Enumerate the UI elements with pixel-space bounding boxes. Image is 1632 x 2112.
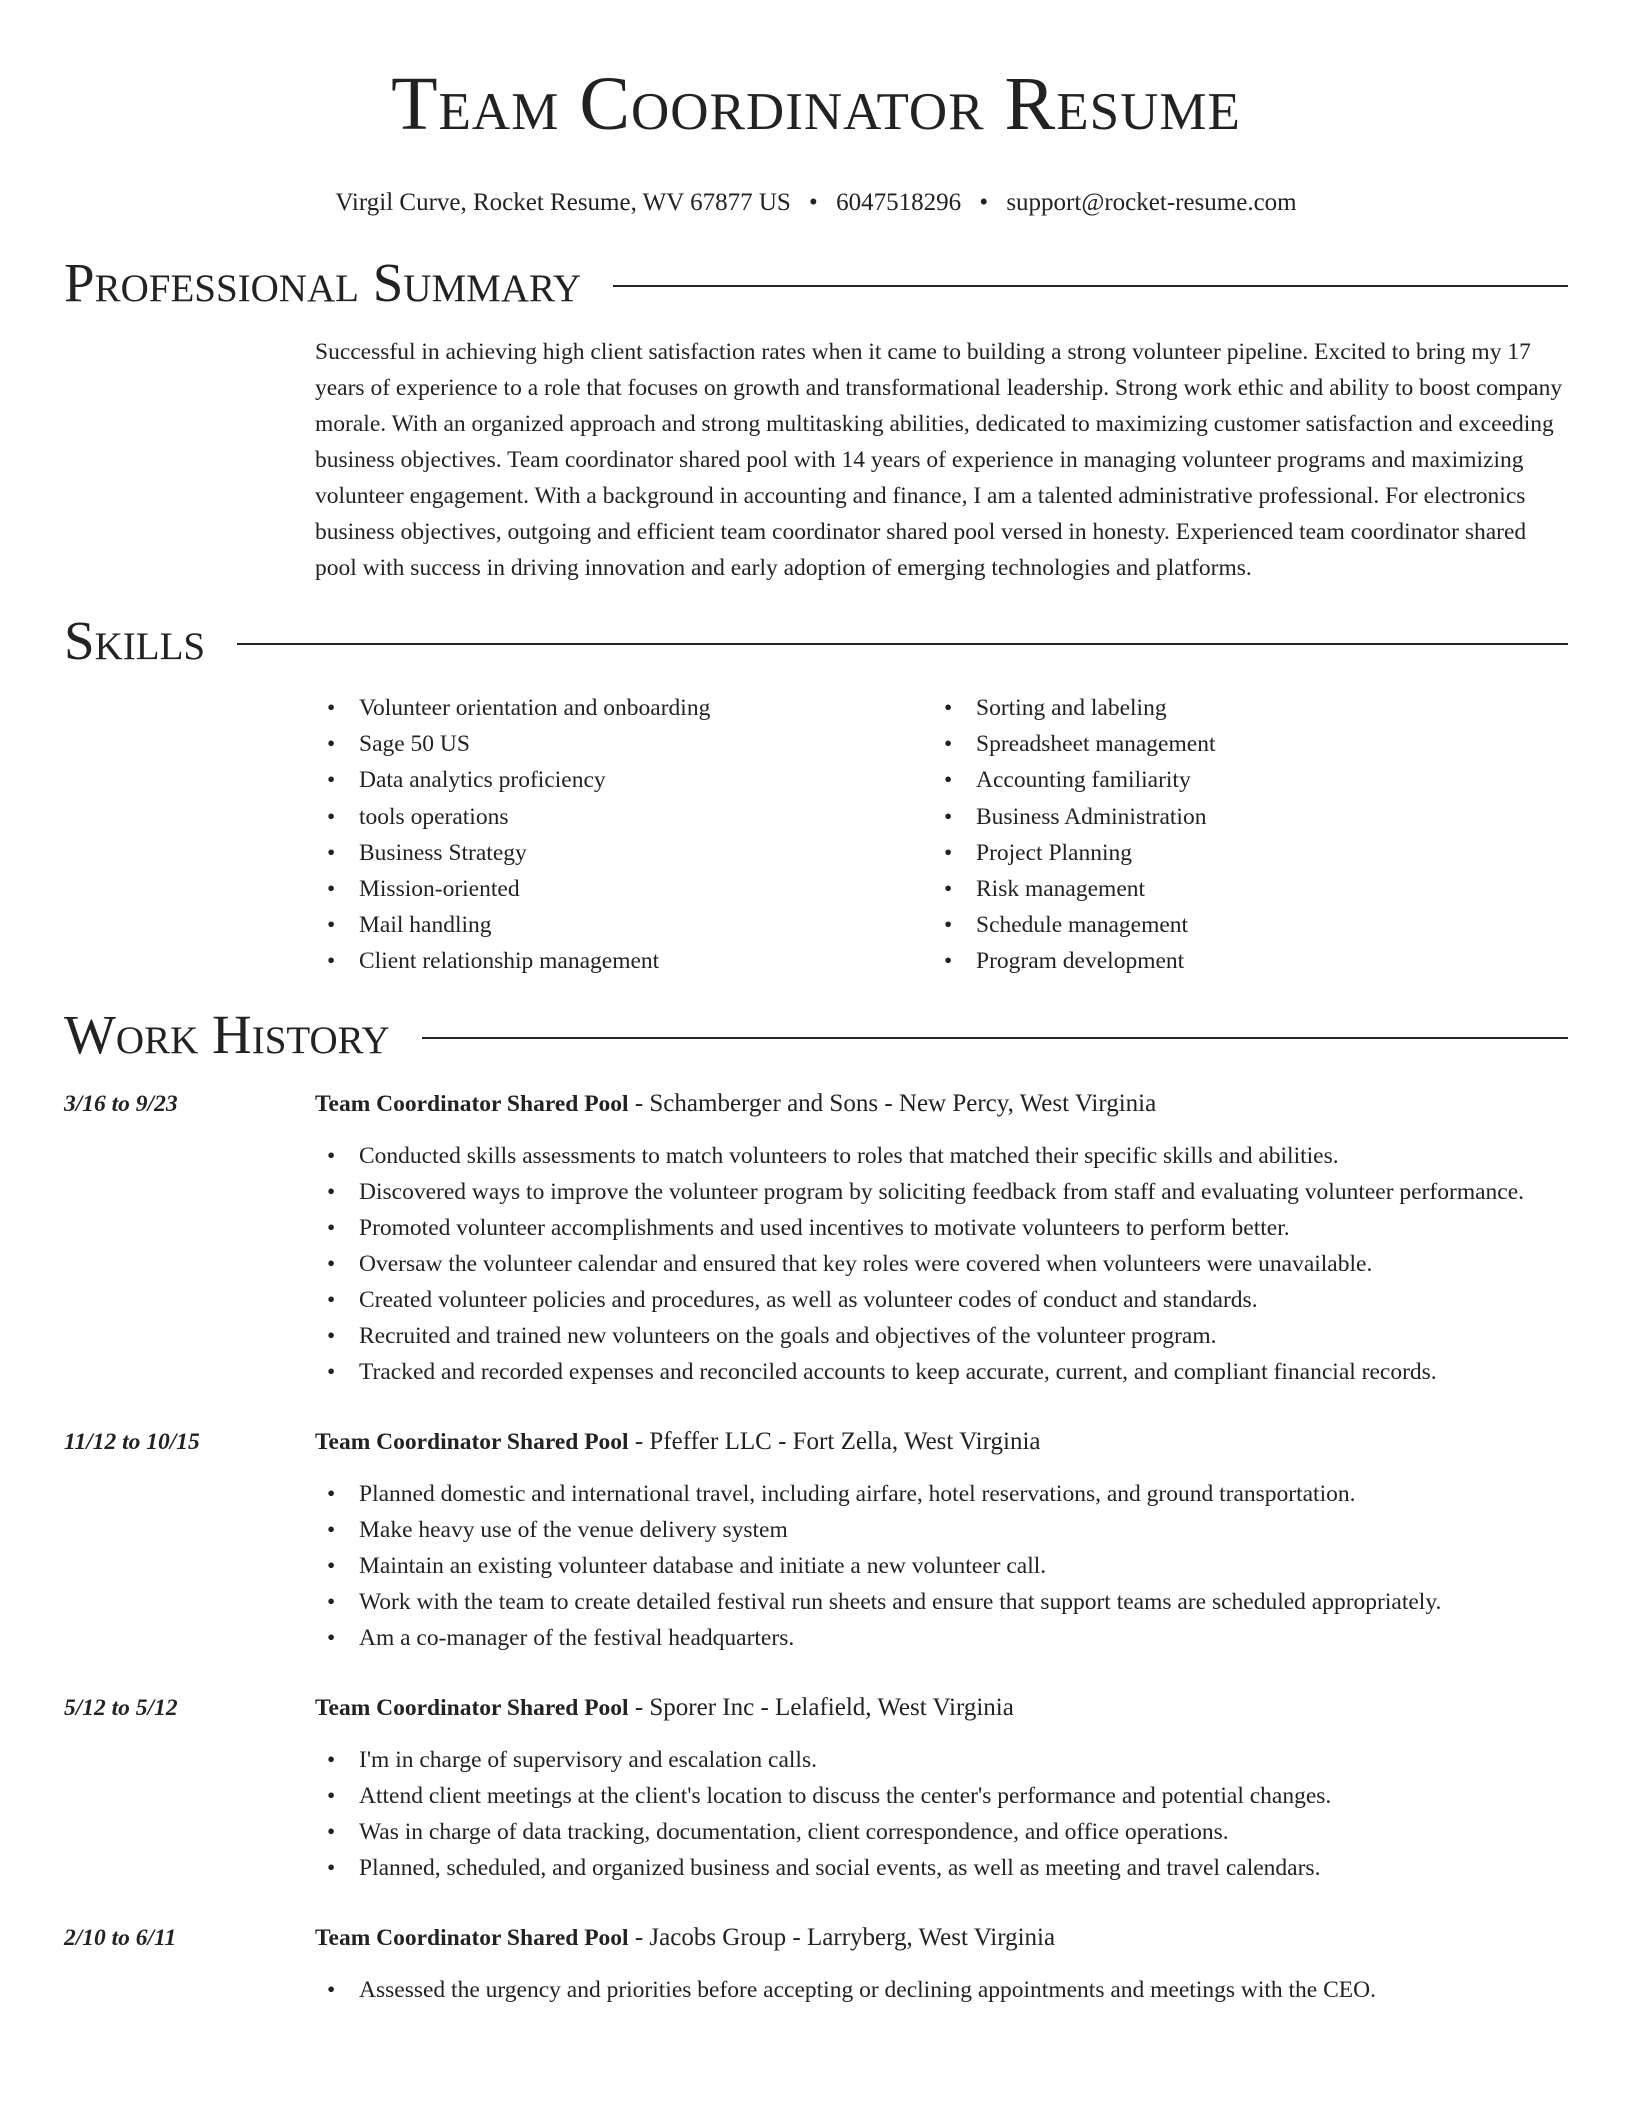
job-bullet: • Recruited and trained new volunteers on the goals and objectives of the volunteer program. <box>315 1318 1568 1354</box>
skill-item: • Business Strategy <box>315 835 932 871</box>
job-dates: 11/12 to 10/15 <box>64 1428 200 1455</box>
job-entry <box>64 1920 1568 2008</box>
job-entry <box>64 1424 1568 1656</box>
job-bullet: • Planned, scheduled, and organized business and social events, as well as meeting and travel calendars. <box>315 1850 1568 1886</box>
job-title: Team Coordinator Shared Pool <box>315 1428 629 1455</box>
job-title: Team Coordinator Shared Pool <box>315 1924 629 1951</box>
job-bullet: • Maintain an existing volunteer database and initiate a new volunteer call. <box>315 1548 1568 1584</box>
job-bullet: • Make heavy use of the venue delivery system <box>315 1512 1568 1548</box>
skills-column-left <box>315 690 932 980</box>
job-heading <box>315 1920 1568 1956</box>
job-bullet: • Discovered ways to improve the volunteer program by soliciting feedback from staff and evaluating volunteer performance. <box>315 1174 1568 1210</box>
skill-item: • Mission-oriented <box>315 871 932 907</box>
section-divider <box>237 643 1568 645</box>
skill-item: • tools operations <box>315 799 932 835</box>
job-heading <box>315 1690 1568 1726</box>
contact-phone: 6047518296 <box>836 189 962 216</box>
skill-item: • Risk management <box>932 871 1549 907</box>
job-title: Team Coordinator Shared Pool <box>315 1090 629 1117</box>
job-bullets <box>315 1972 1568 2008</box>
skill-item: • Schedule management <box>932 907 1549 943</box>
skill-item: • Accounting familiarity <box>932 762 1549 798</box>
section-header-skills <box>64 608 1568 674</box>
skill-item: • Client relationship management <box>315 943 932 979</box>
skill-item: • Data analytics proficiency <box>315 762 932 798</box>
section-title-skills: Skills <box>64 610 206 671</box>
skill-item: • Project Planning <box>932 835 1549 871</box>
work-history-list <box>64 1086 1568 2008</box>
job-detail <box>315 1920 1568 2008</box>
skill-item: • Spreadsheet management <box>932 726 1549 762</box>
contact-separator: • <box>979 189 989 216</box>
job-bullets <box>315 1476 1568 1656</box>
job-detail <box>315 1424 1568 1656</box>
job-bullets <box>315 1138 1568 1390</box>
section-header-work-history <box>64 1002 1568 1068</box>
section-header-summary <box>64 250 1568 316</box>
section-title-work-history: Work History <box>64 1003 390 1065</box>
skill-item: • Business Administration <box>932 799 1549 835</box>
job-detail <box>315 1690 1568 1886</box>
job-company-location: - Pfeffer LLC - Fort Zella, West Virginia <box>628 1427 1041 1455</box>
skills-list <box>315 690 1568 980</box>
skills-column-right <box>932 690 1549 980</box>
section-divider <box>422 1037 1568 1039</box>
job-bullet: • Tracked and recorded expenses and reconciled accounts to keep accurate, current, and compliant financial records. <box>315 1354 1568 1390</box>
job-bullet: • Work with the team to create detailed festival run sheets and ensure that support teams are scheduled appropriately. <box>315 1584 1568 1620</box>
contact-separator: • <box>809 189 818 216</box>
job-bullet: • Am a co-manager of the festival headquarters. <box>315 1620 1568 1656</box>
job-bullet: • Created volunteer policies and procedures, as well as volunteer codes of conduct and standards. <box>315 1282 1568 1318</box>
section-divider <box>613 285 1568 287</box>
skill-item: • Mail handling <box>315 907 932 943</box>
skill-item: • Volunteer orientation and onboarding <box>315 690 932 726</box>
job-bullet: • Promoted volunteer accomplishments and used incentives to motivate volunteers to perform better. <box>315 1210 1568 1246</box>
contact-line <box>64 186 1568 220</box>
job-heading <box>315 1424 1568 1460</box>
job-bullet: • Planned domestic and international travel, including airfare, hotel reservations, and ground transportation. <box>315 1476 1568 1512</box>
job-bullet: • Attend client meetings at the client's location to discuss the center's performance and potential changes. <box>315 1778 1568 1814</box>
job-detail <box>315 1086 1568 1390</box>
job-bullets <box>315 1742 1568 1886</box>
job-dates: 5/12 to 5/12 <box>64 1694 178 1721</box>
skill-item: • Program development <box>932 943 1549 979</box>
professional-summary-text: Successful in achieving high client satisfaction rates when it came to building a strong volunteer pipeline. Excited to bring my 17 years of experience to a role that focuses on growth and transformational leadership. Strong work ethic and ability to boost company morale. With an organized approach and strong multitasking abilities, dedicated to maximizing customer satisfaction and exceeding business objectives. Team coordinator shared pool with 14 years of experience in managing volunteer programs and maximizing volunteer engagement. With a background in accounting and finance, I am a talented administrative professional. For electronics business objectives, outgoing and efficient team coordinator shared pool versed in honesty. Experienced team coordinator shared pool with success in driving innovation and early adoption of emerging technologies and platforms. <box>315 339 1563 581</box>
job-entry <box>64 1086 1568 1390</box>
job-bullet: • Assessed the urgency and priorities before accepting or declining appointments and meetings with the CEO. <box>315 1972 1568 2008</box>
job-bullet: • Oversaw the volunteer calendar and ensured that key roles were covered when volunteers were unavailable. <box>315 1246 1568 1282</box>
job-bullet: • Was in charge of data tracking, documentation, client correspondence, and office operations. <box>315 1814 1568 1850</box>
job-dates: 3/16 to 9/23 <box>64 1090 178 1117</box>
skill-item: • Sage 50 US <box>315 726 932 762</box>
job-company-location: - Sporer Inc - Lelafield, West Virginia <box>628 1693 1014 1721</box>
job-dates: 2/10 to 6/11 <box>64 1924 177 1951</box>
contact-address: Virgil Curve, Rocket Resume, WV 67877 US <box>335 189 791 216</box>
job-company-location: - Schamberger and Sons - New Percy, West Virginia <box>628 1089 1157 1117</box>
section-title-summary: Professional Summary <box>64 252 582 313</box>
skill-item: • Sorting and labeling <box>932 690 1549 726</box>
job-entry <box>64 1690 1568 1886</box>
job-bullet: • I'm in charge of supervisory and escalation calls. <box>315 1742 1568 1778</box>
resume-title: Team Coordinator Resume <box>391 62 1241 146</box>
job-bullet: • Conducted skills assessments to match volunteers to roles that matched their specific skills and abilities. <box>315 1138 1568 1174</box>
job-heading <box>315 1086 1568 1122</box>
job-company-location: - Jacobs Group - Larryberg, West Virginia <box>628 1923 1056 1951</box>
contact-email: support@rocket-resume.com <box>1006 189 1297 216</box>
job-title: Team Coordinator Shared Pool <box>315 1694 629 1721</box>
